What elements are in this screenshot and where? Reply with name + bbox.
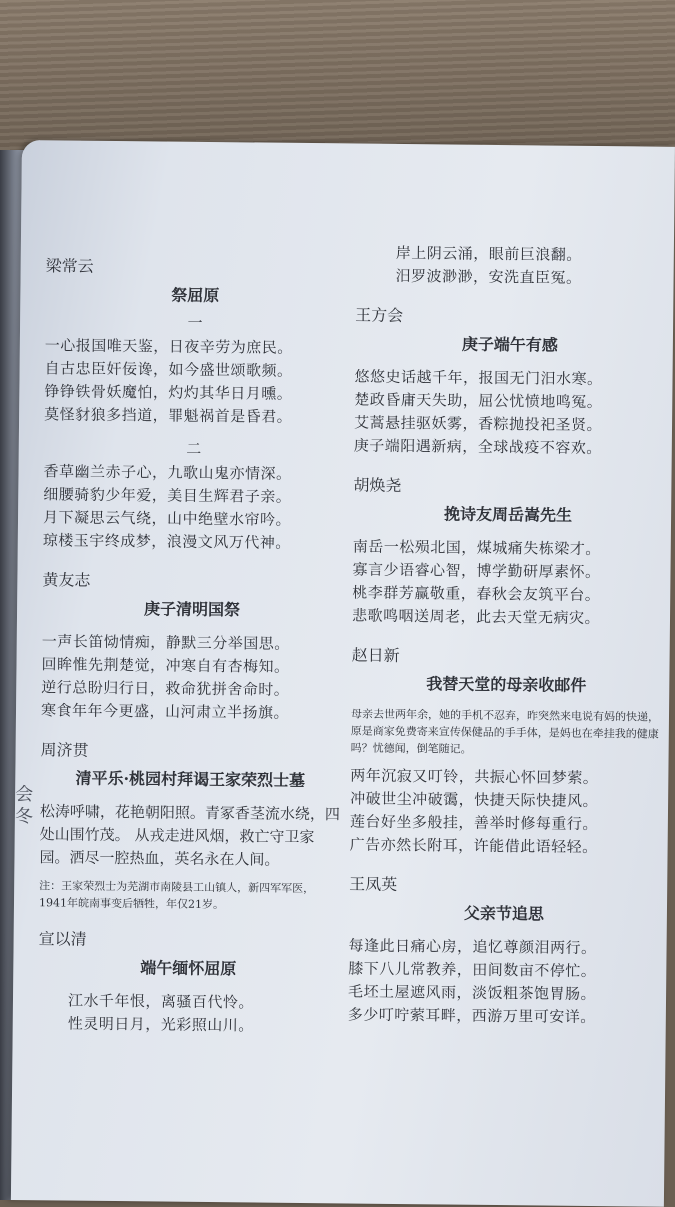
poem-author: 宣以清 [38,929,87,949]
poem-line: 冲破世尘冲破霭，快捷天际快捷风。 [350,789,599,811]
poem-line: 月下凝思云气绕，山中绝壁水帘吟。 [42,508,292,529]
poem-line: 香草幽兰赤子心，九歌山鬼亦情深。 [43,462,292,483]
poem-line: 细腰骑豹少年爱，美目生辉君子亲。 [43,485,292,506]
poem-title: 端午缅怀屈原 [140,958,237,979]
poem-line: 岸上阴云涌，眼前巨浪翻。 [395,243,582,264]
poem-title: 挽诗友周岳嵩先生 [443,504,573,525]
poem-note: 注：王家荣烈士为芜湖市南陵县工山镇人，新四军军医，1941年皖南事变后牺牲，年仅21岁。 [38,879,315,912]
poem-author: 赵日新 [351,645,400,665]
edge-character: 会 [15,783,34,806]
poem-title: 庚子清明国祭 [143,599,241,620]
right-column [348,242,666,1030]
poem-line: 莫怪豺狼多挡道，罪魁祸首是昏君。 [44,405,293,426]
edge-character: 冬 [14,805,34,828]
poem-line: 汨罗波渺渺，安洗直臣冤。 [395,266,582,287]
poem-line: 逆行总盼归行日，救命犹拼舍命时。 [41,678,290,699]
poem-line: 寒食年年今更盛，山河肃立半扬旗。 [40,701,290,722]
poem-author: 王方会 [355,305,404,326]
poem-line: 广告亦然长附耳，许能借此语轻轻。 [349,835,598,857]
poem-author: 胡焕尧 [353,475,402,495]
poem-line: 寡言少语睿心智，博学勤研厚素怀。 [352,560,601,582]
poem-author: 黄友志 [42,570,91,590]
poem-line: 南岳一松殒北国，煤城痛失栋梁才。 [352,537,601,559]
section-number: 二 [186,439,202,458]
poem-line: 艾蒿悬挂驱妖雾，香粽抛投祀圣贤。 [353,413,603,435]
poem-line: 莲台好坐多般挂，善举时修每重行。 [349,812,598,834]
poem-title: 清平乐·桃园村拜谒王家荣烈士墓 [75,768,306,790]
poem-title: 祭屈原 [171,285,220,306]
poem-line: 铮铮铁骨妖魔怕，灼灼其华日月曛。 [44,382,293,403]
book-page [11,140,675,1207]
poem-line: 江水千年恨，离骚百代怜。 [67,991,255,1012]
poem-author: 周济贯 [40,740,89,760]
poem-line: 楚政昏庸天失助，屈公忧愤地鸣冤。 [354,390,603,412]
poem-line: 多少叮咛萦耳畔，西游万里可安详。 [347,1005,596,1027]
poem-title: 父亲节追思 [463,903,545,924]
poem-line: 自古忠臣奸佞谗，如今盛世颂歌频。 [44,359,293,380]
poem-line: 膝下八儿常教养，田间数亩不停忙。 [348,959,597,981]
poem-line: 悲歌鸣咽送周老，此去天堂无病灾。 [351,606,601,628]
poem-title: 庚子端午有感 [461,334,558,355]
poem-title: 我替天堂的母亲收邮件 [426,674,587,695]
left-column [38,252,346,1038]
poem-line: 琼楼玉宇终成梦，浪漫文风万代神。 [42,531,291,552]
poem-line: 每逢此日痛心房，追忆尊颜泪两行。 [348,936,597,958]
ci-poem-text: 松涛呼啸，花艳朝阳照。青冢香茎流水绕，四处山围竹茂。 从戎走进风烟，救亡守卫家园。洒尽一腔热血，英名永在人间。 [39,802,341,869]
section-number: 一 [187,313,203,332]
poem-line: 一心报国唯天鉴，日夜辛劳为庶民。 [44,336,293,357]
poem-line: 一声长笛恸情痴，静默三分举国思。 [41,632,290,653]
poem-line: 毛坯土屋遮风雨，淡饭粗茶饱胃肠。 [348,982,597,1004]
poem-line: 性灵明日月，光彩照山川。 [67,1014,254,1035]
poem-line: 桃李群芳赢敬重，春秋会友筑平台。 [352,583,601,605]
poem-author: 王凤英 [349,874,398,894]
poem-author: 梁常云 [45,256,94,276]
poem-preface: 母亲去世两年余，她的手机不忍弃，昨突然来电说有妈的快递，原是商家免费寄来宣传保健品的手手体，是妈也在牵挂我的健康吗？忧德闻，倒笔随记。 [350,707,660,756]
poem-line: 两年沉寂又叮铃，共振心怀回梦萦。 [350,766,599,788]
poem-line: 庚子端阳遇新病，全球战疫不容欢。 [353,436,602,458]
poem-line: 悠悠史话越千年，报国无门汨水寒。 [354,367,603,389]
poem-line: 回眸惟先荆楚觉，冲寒自有杏梅知。 [41,655,290,676]
